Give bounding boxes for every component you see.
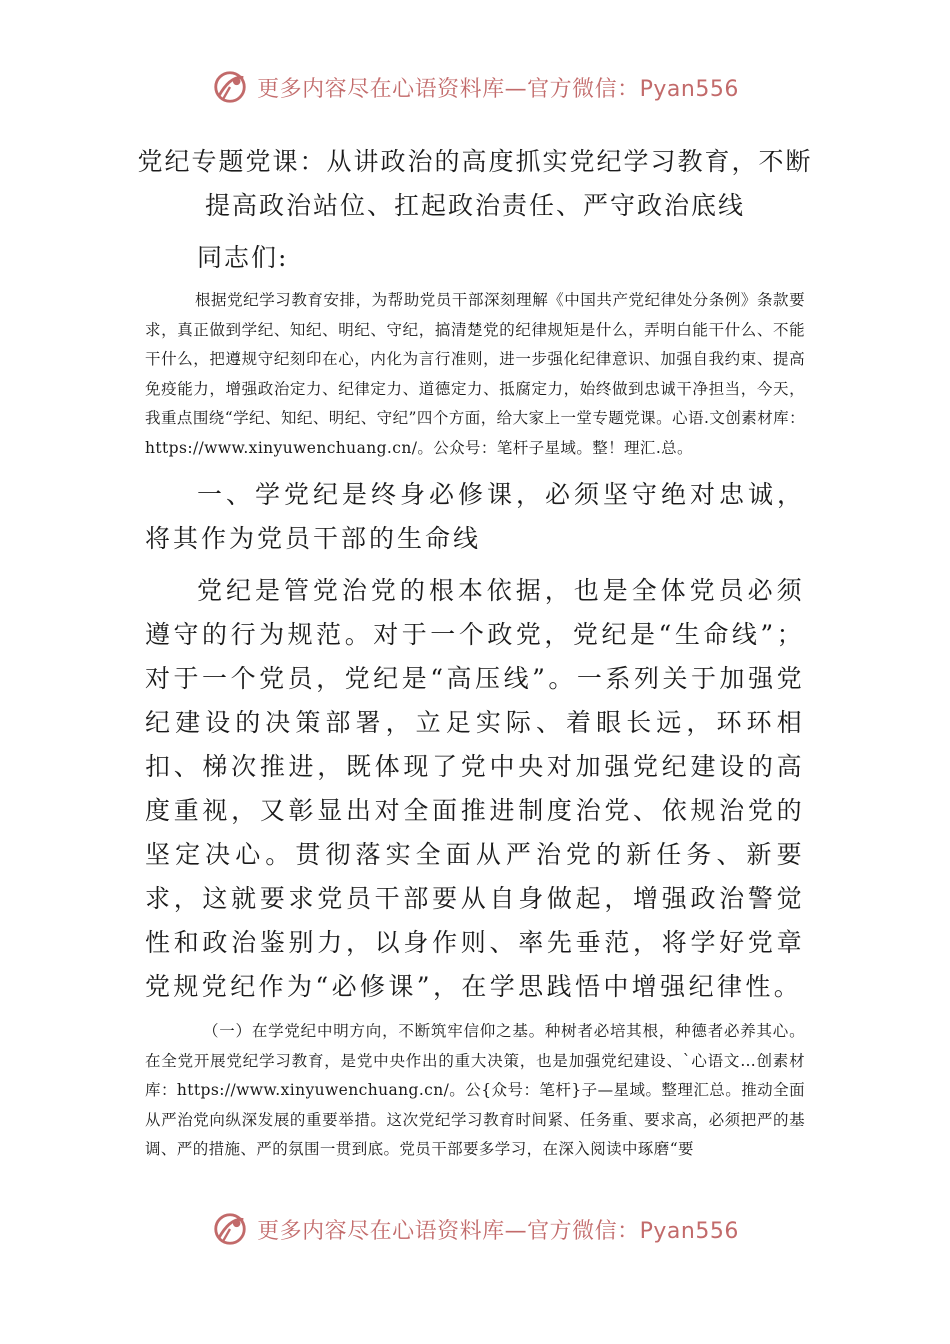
footer-banner [0,1210,950,1248]
brand-logo-icon [211,68,249,106]
section-1-heading: 一、学党纪是终身必修课，必须坚守绝对忠诚，将其作为党员干部的生命线 [145,480,805,553]
brand-logo-icon [211,1210,249,1248]
banner-text: 更多内容尽在心语资料库—官方微信：Pyan556 [257,76,739,102]
intro-paragraph: 根据党纪学习教育安排，为帮助党员干部深刻理解《中国共产党纪律处分条例》条款要求，真正做到学纪、知纪、明纪、守纪，搞清楚党的纪律规矩是什么，弄明白能干什么、不能干什么，把遵规守纪刻印在心，内化为言行准则，进一步强化纪律意识、加强自我约束、提高免疫能力，增强政治定力、纪律定力、道德定力、抵腐定力，始终做到忠诚干净担当，今天，我重点围绕“学纪、知纪、明纪、守纪”四个方面，给大家上一堂专题党课。心语.文创素材库：https://www.xinyuwenchuang.cn/。公众号：笔杆子星域。整！理汇.总。 [145,291,805,457]
document-title: 党纪专题党课：从讲政治的高度抓实党纪学习教育，不断提高政治站位、扛起政治责任、严守政治底线 [137,147,813,220]
section-1-body: 党纪是管党治党的根本依据，也是全体党员必须遵守的行为规范。对于一个政党，党纪是“生命线”；对于一个党员，党纪是“高压线”。一系列关于加强党纪建设的决策部署，立足实际、着眼长远，环环相扣、梯次推进，既体现了党中央对加强党纪建设的高度重视，又彰显出对全面推进制度治党、依规治党的坚定决心。贯彻落实全面从严治党的新任务、新要求，这就要求党员干部要从自身做起，增强政治警觉性和政治鉴别力，以身作则、率先垂范，将学好党章党规党纪作为“必修课”，在学思践悟中增强纪律性。 [145,576,805,1001]
document-body [137,140,813,1165]
header-banner [0,68,950,106]
banner-text: 更多内容尽在心语资料库—官方微信：Pyan556 [257,1218,739,1244]
subsection-1-paragraph: （一）在学党纪中明方向，不断筑牢信仰之基。种树者必培其根，种德者必养其心。在全党开展党纪学习教育，是党中央作出的重大决策，也是加强党纪建设、`心语文…创素材库：https://www.xinyuwenchuang.cn/。公{众号：笔杆}子—星域。整理汇总。推动全面从严治党向纵深发展的重要举措。这次党纪学习教育时间紧、任务重、要求高，必须把严的基调、严的措施、严的氛围一贯到底。党员干部要多学习，在深入阅读中琢磨“要 [145,1022,805,1158]
salutation: 同志们: [197,243,289,272]
